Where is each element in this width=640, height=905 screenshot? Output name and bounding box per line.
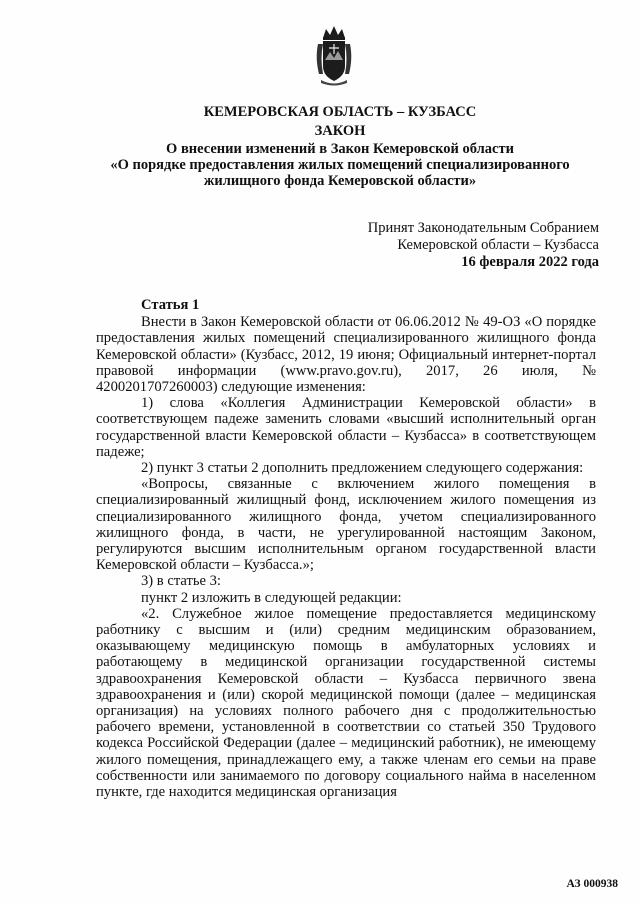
amendment-item-3-quote: «2. Служебное жилое помещение предоставляется медицинскому работнику с высшим и (или) средним медицинским образованием, оказывающему медицинскую помощь в амбулаторных условиях и работающему в медицинской организации государственной системы здравоохранения Кемеровской области – Кузбасса первичного звена здравоохранения и (или) скорой медицинской помощи (далее – медицинская организация) на условиях полного рабочего дня с продолжительностью рабочего времени, установленной в соответствии со статьей 350 Трудового кодекса Российской Федерации (далее – медицинский работник), не имеющему жилого помещения, принадлежащего ему, а также членам его семьи на праве собственности или занимаемого по договору социального найма в населенном пункте, где находится медицинская организация xyxy=(96,605,596,801)
amendment-item-2-quote: «Вопросы, связанные с включением жилого помещения в специализированный жилищный фонд, исключением жилого помещения из специализированного жилищного фонда, учетом специализированного жилищного фонда, в части, не урегулированной настоящим Законом, регулируются высшим исполнительным органом государственной власти Кемеровской области – Кузбасса.»; xyxy=(96,476,596,574)
adoption-line-2: Кемеровской области – Кузбасса xyxy=(397,237,599,253)
region-title: КЕМЕРОВСКАЯ ОБЛАСТЬ – КУЗБАСС xyxy=(203,104,477,120)
amendment-item-2: 2) пункт 3 статьи 2 дополнить предложением следующего содержания: xyxy=(141,460,584,477)
law-subtitle-line-3: жилищного фонда Кемеровской области» xyxy=(203,173,477,189)
law-subtitle xyxy=(80,141,600,189)
adoption-block xyxy=(368,220,599,271)
adoption-date: 16 февраля 2022 года xyxy=(461,254,599,270)
law-title: ЗАКОН xyxy=(314,123,366,139)
coat-of-arms-emblem xyxy=(314,24,354,88)
amendment-item-3: 3) в статье 3: xyxy=(141,573,221,590)
amendment-item-3-subpoint: пункт 2 изложить в следующей редакции: xyxy=(141,589,402,606)
amendment-item-1: 1) слова «Коллегия Администрации Кемеровской области» в соответствующем падеже заменить словами «высший исполнительный орган государственной власти Кемеровской области – Кузбасса» в соответствующем падеже; xyxy=(96,395,596,460)
form-serial-number: АЗ 000938 xyxy=(566,878,618,890)
adoption-line-1: Принят Законодательным Собранием xyxy=(367,220,599,236)
article-intro: Внести в Закон Кемеровской области от 06.06.2012 № 49-ОЗ «О порядке предоставления жилых помещений специализированного жилищного фонда Кемеровской области» (Кузбасс, 2012, 19 июня; Официальный интернет-портал правовой информации (www.pravo.gov.ru), 2017, 26 июля, № 4200201707260003) следующие изменения: xyxy=(96,314,596,396)
law-subtitle-line-2: «О порядке предоставления жилых помещений специализированного xyxy=(110,157,570,173)
law-subtitle-line-1: О внесении изменений в Закон Кемеровской области xyxy=(166,141,514,157)
article-body xyxy=(96,297,596,800)
article-heading: Статья 1 xyxy=(141,297,200,313)
